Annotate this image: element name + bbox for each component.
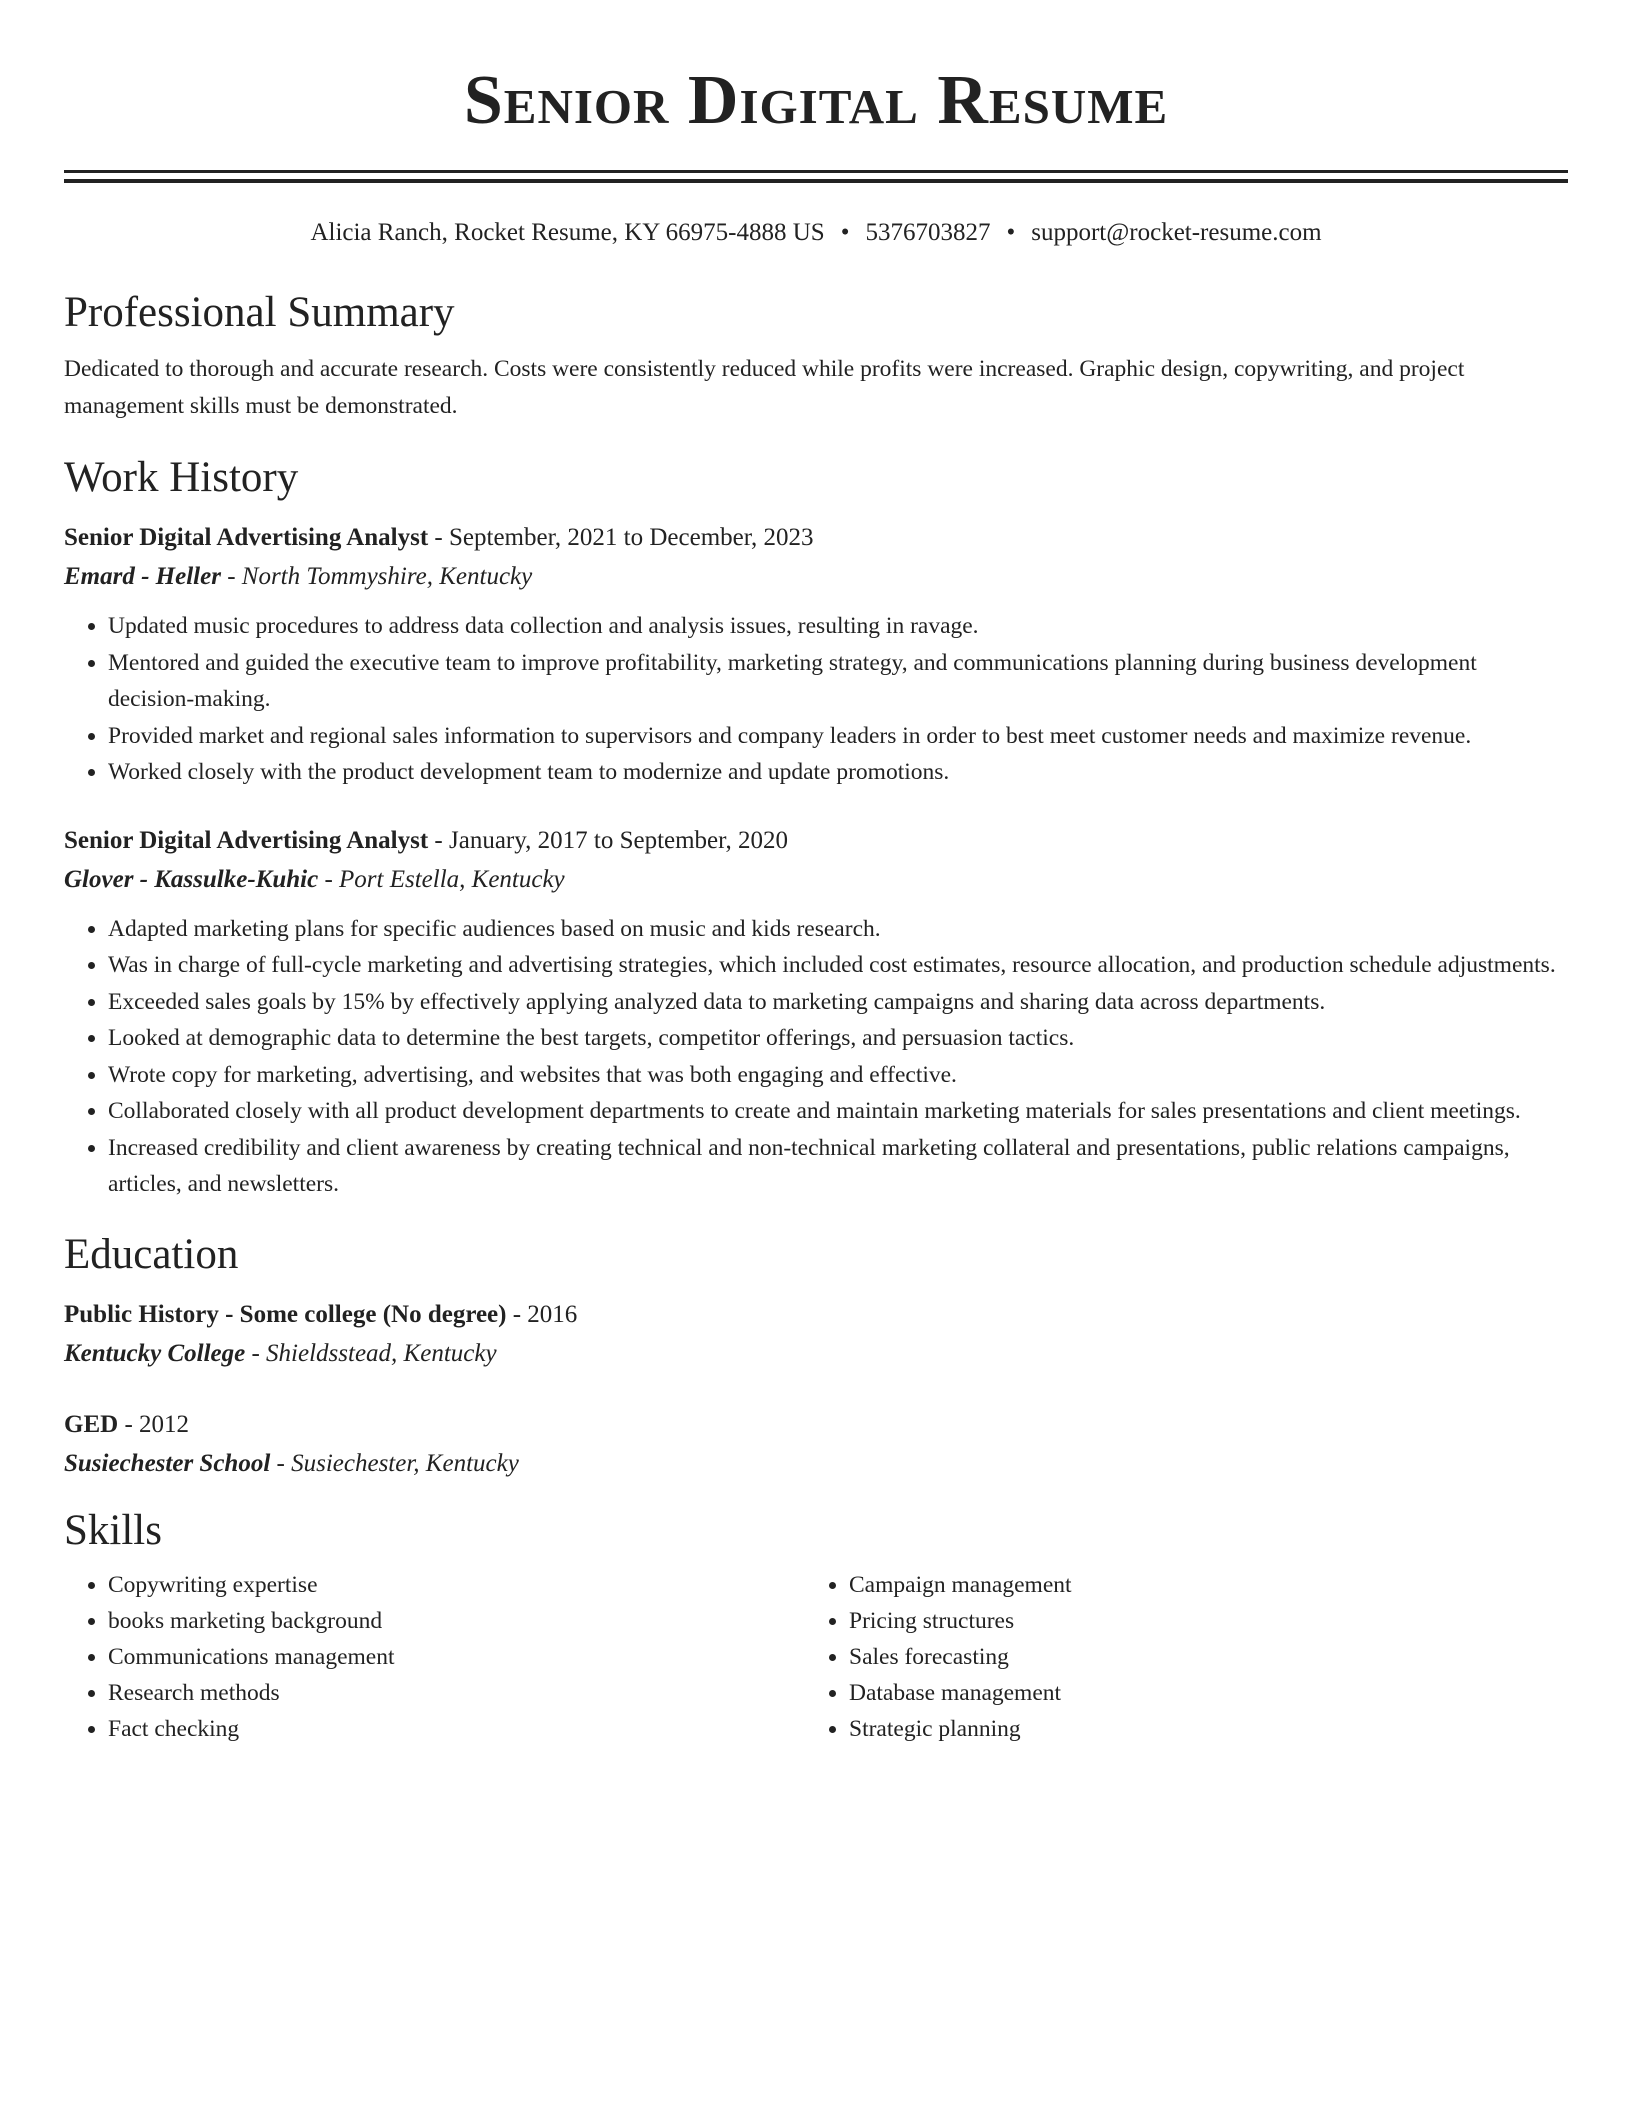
job-bullet: • Was in charge of full-cycle marketing and advertising strategies, which included cost estimates, resource allocation, and production schedule adjustments. [108,947,1568,984]
section-title-education: Education [64,1230,239,1278]
skill-item: • Fact checking [108,1711,805,1747]
education-location: - Shieldsstead, Kentucky [245,1339,497,1367]
education-year: - 2012 [118,1410,190,1438]
resume-name: Senior Digital Resume [463,62,1169,139]
skill-item: • Pricing structures [849,1603,1568,1639]
contact-separator: • [1006,219,1016,246]
education-location: - Susiechester, Kentucky [270,1449,519,1477]
education-entry [64,1295,1568,1373]
job-bullet: • Adapted marketing plans for specific audiences based on music and kids research. [108,911,1568,948]
job-bullet: • Collaborated closely with all product development departments to create and maintain marketing materials for sales presentations and client meetings. [108,1093,1568,1130]
job-employer [64,557,1568,596]
job-bullet: • Updated music procedures to address data collection and analysis issues, resulting in ravage. [108,608,1568,645]
summary-text: Dedicated to thorough and accurate research. Costs were consistently reduced while profits were increased. Graphic design, copywriting, and project management skills must be demonstrated. [64,356,1465,419]
job-bullets [64,608,1568,791]
header-double-rule [64,170,1568,183]
job-role: Senior Digital Advertising Analyst [64,524,429,551]
job-entry [64,518,1568,791]
job-heading [64,518,1568,557]
job-bullet: • Wrote copy for marketing, advertising, and websites that was both engaging and effective. [108,1057,1568,1094]
section-title-summary: Professional Summary [64,289,455,336]
job-dates: - September, 2021 to December, 2023 [428,524,814,551]
job-bullet: • Worked closely with the product development team to modernize and update promotions. [108,754,1568,791]
job-bullets [64,911,1568,1203]
job-bullet: • Exceeded sales goals by 15% by effectively applying analyzed data to marketing campaigns and sharing data across departments. [108,984,1568,1021]
contact-separator: • [840,219,850,246]
skill-item: • Database management [849,1675,1568,1711]
education-heading [64,1405,1568,1444]
skill-item: • Communications management [108,1639,805,1675]
education-degree: Public History - Some college (No degree) [64,1300,507,1328]
contact-email: support@rocket-resume.com [1031,219,1322,246]
education-institution [64,1444,1568,1483]
section-title-skills: Skills [64,1506,162,1554]
job-bullet: • Looked at demographic data to determine the best targets, competitor offerings, and persuasion tactics. [108,1020,1568,1057]
contact-address: Alicia Ranch, Rocket Resume, KY 66975-4888 US [310,219,825,246]
job-employer [64,860,1568,899]
skills-list-right [805,1567,1568,1747]
job-bullet: • Provided market and regional sales information to supervisors and company leaders in order to best meet customer needs and maximize revenue. [108,718,1568,755]
skills-grid [64,1567,1568,1747]
skill-item: • Sales forecasting [849,1639,1568,1675]
job-heading [64,821,1568,860]
contact-line [64,217,1568,249]
skill-item: • Research methods [108,1675,805,1711]
job-location: - Port Estella, Kentucky [318,865,565,893]
job-location: - North Tommyshire, Kentucky [220,563,533,590]
skill-item: • Copywriting expertise [108,1567,805,1603]
job-company: Emard - Heller [64,563,221,590]
education-school: Susiechester School [64,1449,271,1477]
education-institution [64,1334,1568,1373]
education-year: - 2016 [506,1300,578,1328]
job-dates: - January, 2017 to September, 2020 [428,826,788,854]
skill-item: • Strategic planning [849,1711,1568,1747]
contact-phone: 5376703827 [865,219,991,246]
job-entry [64,821,1568,1203]
job-role: Senior Digital Advertising Analyst [64,826,429,854]
skills-list-left [64,1567,805,1747]
skill-item: • Campaign management [849,1567,1568,1603]
education-school: Kentucky College [64,1339,246,1367]
education-entry [64,1405,1568,1483]
skill-item: • books marketing background [108,1603,805,1639]
job-company: Glover - Kassulke-Kuhic [64,865,319,893]
job-bullet: • Increased credibility and client awareness by creating technical and non-technical marketing collateral and presentations, public relations campaigns, articles, and newsletters. [108,1130,1568,1203]
job-bullet: • Mentored and guided the executive team to improve profitability, marketing strategy, and communications planning during business development decision-making. [108,645,1568,718]
education-degree: GED [64,1410,119,1438]
education-heading [64,1295,1568,1334]
section-title-work-history: Work History [64,454,299,501]
